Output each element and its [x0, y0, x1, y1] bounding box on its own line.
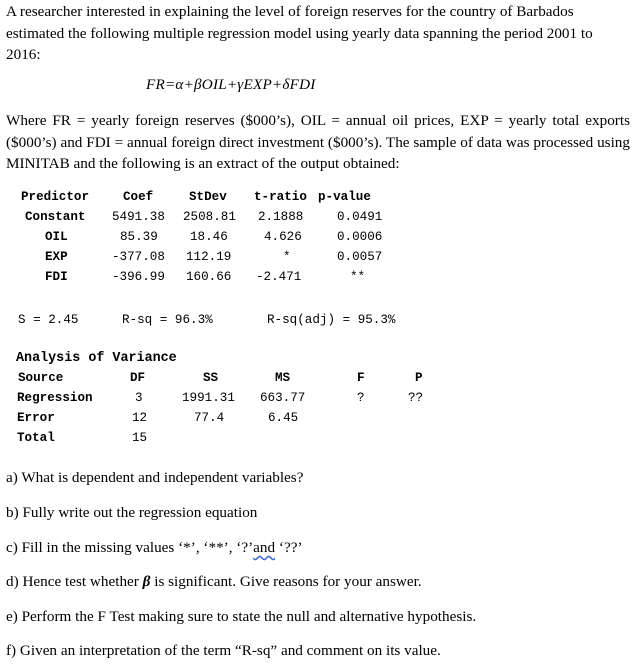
- question-e: e) Perform the F Test making sure to state the null and alternative hypothesis.: [6, 608, 477, 625]
- standard-error-s: S = 2.45: [18, 313, 79, 327]
- description-paragraph: Where FR = yearly foreign reserves ($000’s), OIL = annual oil prices, EXP = yearly total exports ($000’s) and FDI = annual foreign direct investment ($000’s). The sample of data was processed using MINITAB and the following is an extract of the output obtained:: [6, 112, 630, 172]
- coef-exp: -377.08: [112, 250, 165, 264]
- question-b: b) Fully write out the regression equation: [6, 504, 258, 521]
- anova-source-regression: Regression: [17, 391, 93, 405]
- anova-p-regression: ??: [408, 391, 424, 405]
- anova-df-error: 12: [132, 411, 148, 425]
- coef-oil: 85.39: [120, 230, 158, 244]
- question-f: f) Given an interpretation of the term “R-sq” and comment on its value.: [6, 642, 441, 659]
- stdev-oil: 18.46: [190, 230, 228, 244]
- anova-title: Analysis of Variance: [16, 351, 177, 366]
- anova-source-error: Error: [17, 411, 55, 425]
- anova-header-df: DF: [130, 371, 146, 385]
- stdev-constant: 2508.81: [183, 210, 236, 224]
- anova-ms-error: 6.45: [268, 411, 299, 425]
- t-constant: 2.1888: [258, 210, 304, 224]
- intro-paragraph: A researcher interested in explaining the level of foreign reserves for the country of Barbados estimated the following multiple regression model using yearly data spanning the period 2001 to 2016:: [6, 3, 593, 63]
- beta-symbol: β: [142, 573, 151, 590]
- p-fdi: **: [350, 270, 366, 284]
- predictor-oil: OIL: [45, 230, 68, 244]
- predictor-constant: Constant: [25, 210, 86, 224]
- question-d: [6, 573, 422, 591]
- question-c-end: ‘??’: [275, 539, 303, 556]
- anova-df-regression: 3: [135, 391, 143, 405]
- coef-fdi: -396.99: [112, 270, 165, 284]
- header-t-ratio: t-ratio: [254, 190, 307, 204]
- question-c: [6, 539, 303, 557]
- t-oil: 4.626: [264, 230, 302, 244]
- anova-header-p: P: [415, 371, 423, 385]
- anova-header-ms: MS: [275, 371, 291, 385]
- question-c-text: c) Fill in the missing values ‘*’, ‘**’, ‘?’: [6, 539, 254, 556]
- predictor-exp: EXP: [45, 250, 68, 264]
- t-fdi: -2.471: [256, 270, 302, 284]
- anova-ms-regression: 663.77: [260, 391, 306, 405]
- anova-header-source: Source: [18, 371, 64, 385]
- t-exp: *: [283, 250, 291, 264]
- p-oil: 0.0006: [337, 230, 383, 244]
- p-exp: 0.0057: [337, 250, 383, 264]
- predictor-fdi: FDI: [45, 270, 68, 284]
- regression-equation: FR=α+βOIL+γEXP+δFDI: [146, 76, 316, 93]
- anova-ss-error: 77.4: [194, 411, 225, 425]
- header-p-value: p-value: [318, 190, 371, 204]
- stdev-fdi: 160.66: [186, 270, 232, 284]
- anova-source-total: Total: [17, 431, 55, 445]
- question-c-and: and: [253, 539, 276, 556]
- question-d-text: d) Hence test whether: [6, 573, 143, 590]
- r-squared: R-sq = 96.3%: [122, 313, 213, 327]
- question-a: a) What is dependent and independent variables?: [6, 469, 304, 486]
- stdev-exp: 112.19: [186, 250, 232, 264]
- anova-df-total: 15: [132, 431, 148, 445]
- anova-f-regression: ?: [357, 391, 365, 405]
- header-coef: Coef: [123, 190, 154, 204]
- header-stdev: StDev: [189, 190, 227, 204]
- anova-header-f: F: [357, 371, 365, 385]
- p-constant: 0.0491: [337, 210, 383, 224]
- anova-ss-regression: 1991.31: [182, 391, 235, 405]
- r-squared-adjusted: R-sq(adj) = 95.3%: [267, 313, 396, 327]
- anova-header-ss: SS: [203, 371, 219, 385]
- coef-constant: 5491.38: [112, 210, 165, 224]
- question-d-end: is significant. Give reasons for your answer.: [150, 573, 422, 590]
- header-predictor: Predictor: [21, 190, 90, 204]
